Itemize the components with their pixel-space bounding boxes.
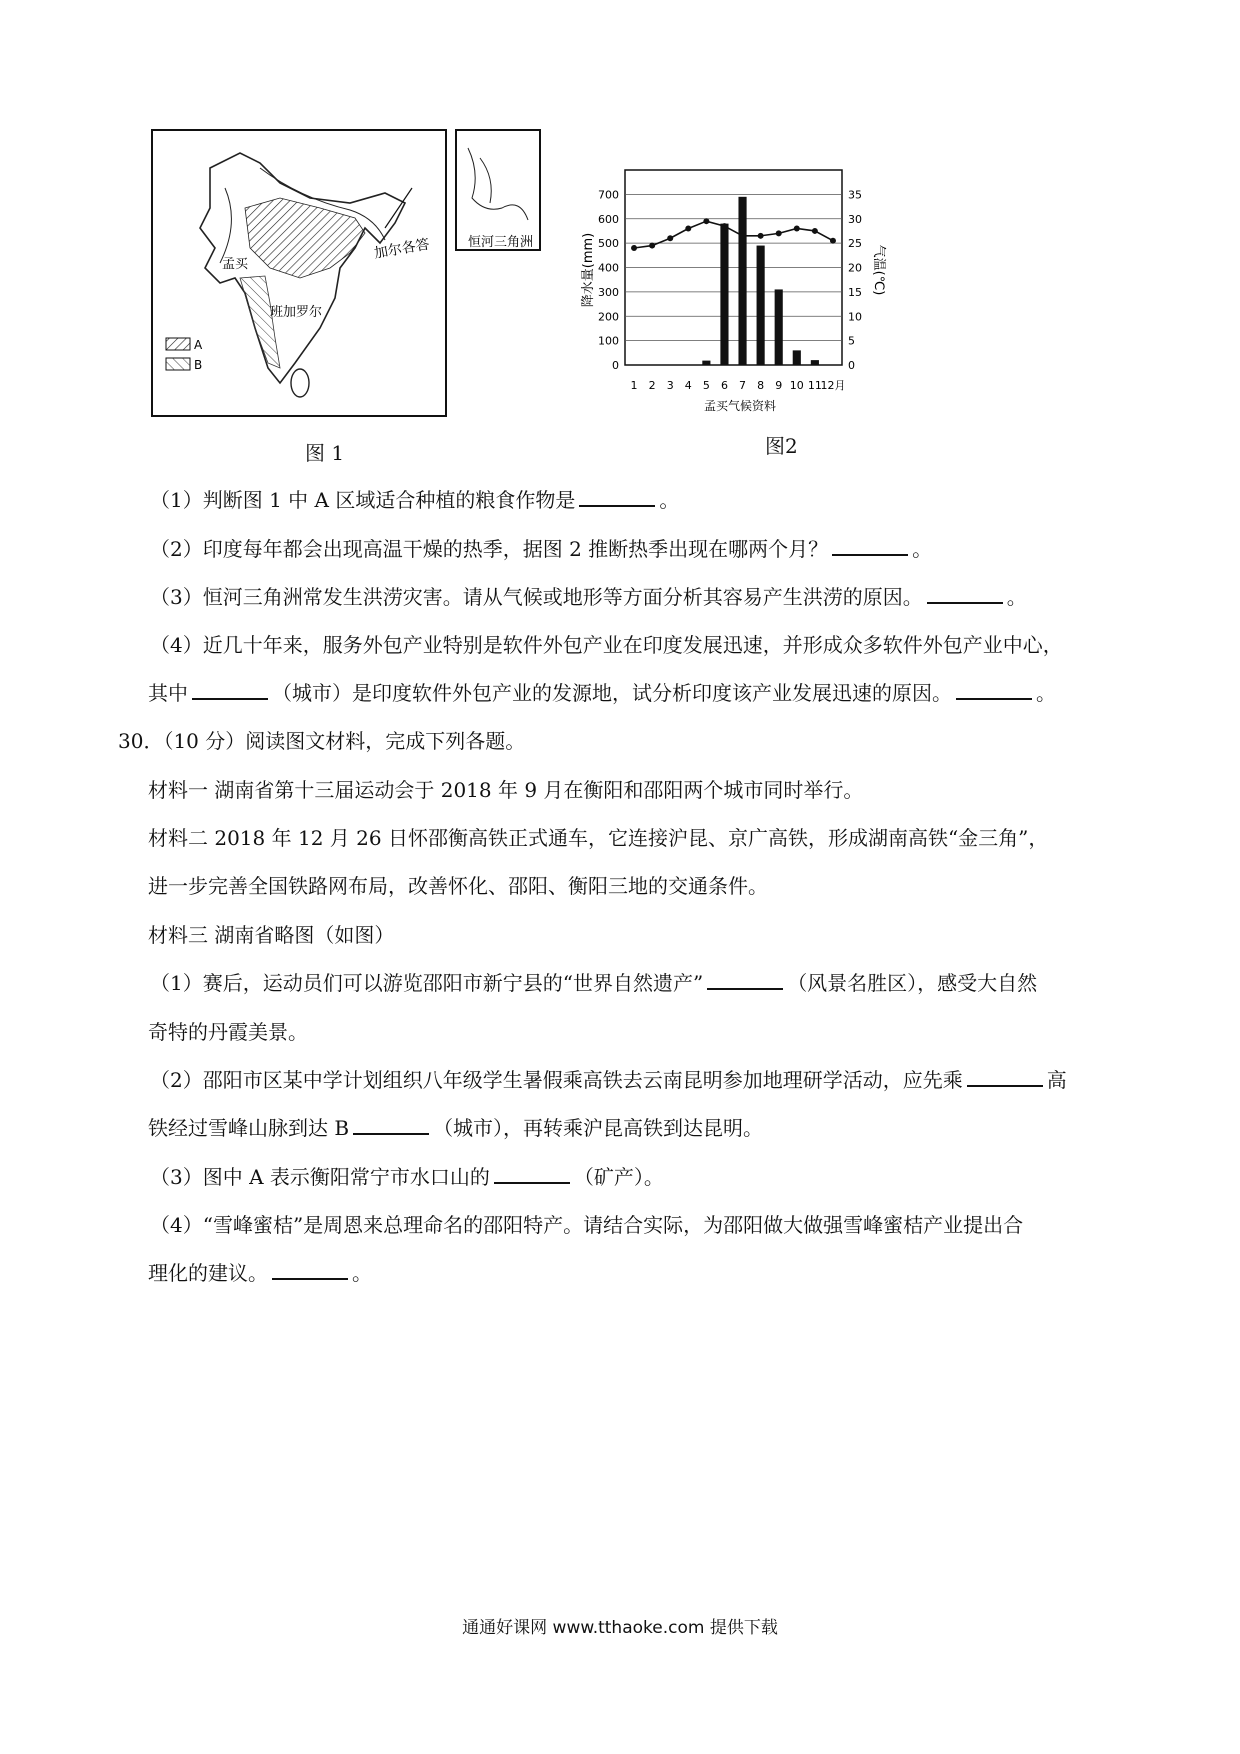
chart-precip-bar: [757, 246, 765, 365]
answer-blank[interactable]: [579, 487, 655, 507]
question-29-2: [150, 534, 1110, 564]
chart-temperature-point: [685, 226, 691, 232]
inset-label: 恒河三角洲: [468, 235, 534, 250]
chart-temperature-point: [740, 233, 746, 239]
chart-temperature-point: [758, 233, 764, 239]
chart-right-tick-label: 25: [848, 237, 862, 251]
chart-left-tick-label: 300: [598, 285, 619, 299]
chart-temperature-point: [721, 223, 727, 229]
chart-ylabel-left: 降水量(mm): [581, 232, 596, 308]
legend-swatch-b: [166, 358, 190, 370]
chart-x-tick-label: 2: [648, 379, 656, 392]
answer-blank[interactable]: [353, 1115, 429, 1135]
chart-temperature-point: [812, 228, 818, 234]
chart-title: 孟买气候资料: [703, 399, 777, 413]
question-text-end: 高: [1046, 1068, 1067, 1092]
sri-lanka: [291, 369, 309, 397]
question-text: （4）“雪峰蜜桔”是周恩来总理命名的邵阳特产。请结合实际，为邵阳做大做强雪峰蜜桔产业提出合: [150, 1213, 1024, 1237]
chart-left-tick-label: 500: [598, 237, 619, 251]
question-text-end: 。: [912, 537, 933, 561]
question-text: （1）判断图 1 中 A 区域适合种植的粮食作物是: [150, 488, 576, 512]
chart-left-tick-label: 200: [598, 310, 619, 324]
chart-x-tick-label: 6: [720, 379, 728, 392]
city-label-mumbai: 孟买: [222, 257, 249, 272]
question-30-3: [150, 1162, 1110, 1192]
chart-left-tick-label: 100: [598, 334, 619, 348]
question-text-end: （城市），再转乘沪昆高铁到达昆明。: [433, 1116, 764, 1140]
chart-precip-bar: [720, 224, 728, 365]
question-29-3: [150, 582, 1110, 612]
question-text: 其中: [148, 681, 188, 705]
chart-precip-bar: [793, 350, 801, 365]
chart-precip-bar: [775, 289, 783, 365]
chart-x-tick-label: 7: [739, 379, 747, 392]
chart-temperature-line: [634, 221, 833, 248]
figure1-caption: 图 1: [305, 441, 345, 465]
chart-right-tick-label: 35: [848, 188, 862, 202]
answer-blank[interactable]: [927, 584, 1003, 604]
chart-x-tick-label: 8: [757, 379, 765, 392]
material-3: 材料三 湖南省略图（如图）: [148, 923, 395, 947]
chart-temperature-point: [649, 243, 655, 249]
question-30-heading: 30．（10 分）阅读图文材料，完成下列各题。: [118, 729, 526, 753]
question-30-4: [150, 1210, 1110, 1240]
chart-temperature-point: [667, 235, 673, 241]
question-30-1: [150, 968, 1110, 998]
inset-frame: [456, 130, 540, 250]
question-text-end: 。: [659, 488, 680, 512]
question-text: 理化的建议。: [148, 1261, 268, 1285]
chart-right-tick-label: 0: [848, 359, 855, 372]
chart-left-tick-label: 400: [598, 261, 619, 275]
chart-x-tick-label: 5: [702, 379, 710, 392]
question-text-end: （矿产）。: [573, 1165, 664, 1189]
material-2-cont: 进一步完善全国铁路网布局，改善怀化、邵阳、衡阳三地的交通条件。: [148, 874, 768, 898]
question-29-4-cont: [148, 678, 1108, 708]
question-text-end: 。: [352, 1261, 372, 1285]
question-30-1-cont: 奇特的丹霞美景。: [148, 1020, 308, 1044]
chart-right-tick-label: 30: [848, 212, 862, 226]
material-1: 材料一 湖南省第十三届运动会于 2018 年 9 月在衡阳和邵阳两个城市同时举行。: [148, 778, 864, 802]
chart-temperature-point: [631, 245, 637, 251]
chart-x-tick-label: 3: [666, 379, 674, 392]
answer-blank[interactable]: [956, 680, 1032, 700]
question-text: （3）图中 A 表示衡阳常宁市水口山的: [150, 1165, 490, 1189]
chart-precip-bar: [702, 361, 710, 365]
question-30-4-cont: [148, 1258, 1108, 1288]
chart-x-tick-label: 12月: [820, 379, 846, 392]
question-30-2-cont: [148, 1113, 1108, 1143]
question-text: （2）邵阳市区某中学计划组织八年级学生暑假乘高铁去云南昆明参加地理研学活动，应先乘: [150, 1068, 963, 1092]
chart-x-tick-label: 1: [630, 379, 638, 392]
chart-right-tick-label: 5: [848, 334, 855, 348]
legend-swatch-a: [166, 338, 190, 350]
chart-temperature-point: [776, 230, 782, 236]
chart-x-tick-label: 4: [684, 379, 692, 392]
chart-x-tick-label: 10: [789, 379, 804, 392]
chart-left-tick-label: 600: [598, 212, 619, 226]
question-text: （2）印度每年都会出现高温干燥的热季，据图 2 推断热季出现在哪两个月？: [150, 537, 829, 561]
chart-precip-bar: [738, 197, 746, 365]
legend-label-a: A: [194, 338, 203, 352]
chart-temperature-point: [794, 226, 800, 232]
chart-right-tick-label: 20: [848, 261, 862, 275]
chart-temperature-point: [830, 238, 836, 244]
chart-precip-bar: [811, 360, 819, 365]
question-text: （1）赛后，运动员们可以游览邵阳市新宁县的“世界自然遗产”: [150, 971, 704, 995]
question-30-2: [150, 1065, 1110, 1095]
answer-blank[interactable]: [832, 536, 908, 556]
page-footer: 通通好课网 www.tthaoke.com 提供下载: [462, 1618, 778, 1638]
answer-blank[interactable]: [192, 680, 268, 700]
question-29-1: [150, 485, 1110, 515]
answer-blank[interactable]: [967, 1067, 1043, 1087]
question-text-end: 。: [1036, 681, 1056, 705]
figure2-climate-chart: [580, 150, 890, 420]
question-text: （4）近几十年来，服务外包产业特别是软件外包产业在印度发展迅速，并形成众多软件外包产业中心，: [150, 633, 1063, 657]
question-text-end: 。: [1006, 585, 1027, 609]
city-label-kolkata: 加尔各答: [372, 236, 431, 262]
question-29-4: [150, 630, 1110, 660]
question-text-mid: （城市）是印度软件外包产业的发源地，试分析印度该产业发展迅速的原因。: [272, 681, 952, 705]
chart-left-tick-label: 700: [598, 188, 619, 202]
chart-x-tick-label: 9: [775, 379, 783, 392]
city-label-bangalore: 班加罗尔: [270, 305, 323, 320]
chart-right-tick-label: 10: [848, 310, 862, 324]
chart-x-tick-label: 11: [807, 379, 822, 392]
chart-ylabel-right: 气温(℃): [871, 244, 886, 296]
chart-temperature-point: [703, 218, 709, 224]
answer-blank[interactable]: [272, 1260, 348, 1280]
question-text: （3）恒河三角洲常发生洪涝灾害。请从气候或地形等方面分析其容易产生洪涝的原因。: [150, 585, 923, 609]
answer-blank[interactable]: [494, 1164, 570, 1184]
legend-label-b: B: [194, 358, 203, 372]
chart-left-tick-label: 0: [612, 359, 619, 372]
material-2: 材料二 2018 年 12 月 26 日怀邵衡高铁正式通车，它连接沪昆、京广高铁，形成湖南高铁“金三角”，: [148, 826, 1049, 850]
figure2-caption: 图2: [765, 434, 798, 458]
question-text-end: （风景名胜区），感受大自然: [787, 971, 1038, 995]
question-text: 铁经过雪峰山脉到达 B: [148, 1116, 350, 1140]
answer-blank[interactable]: [707, 970, 783, 990]
chart-right-tick-label: 15: [848, 285, 862, 299]
figure1-india-map: [150, 128, 550, 428]
